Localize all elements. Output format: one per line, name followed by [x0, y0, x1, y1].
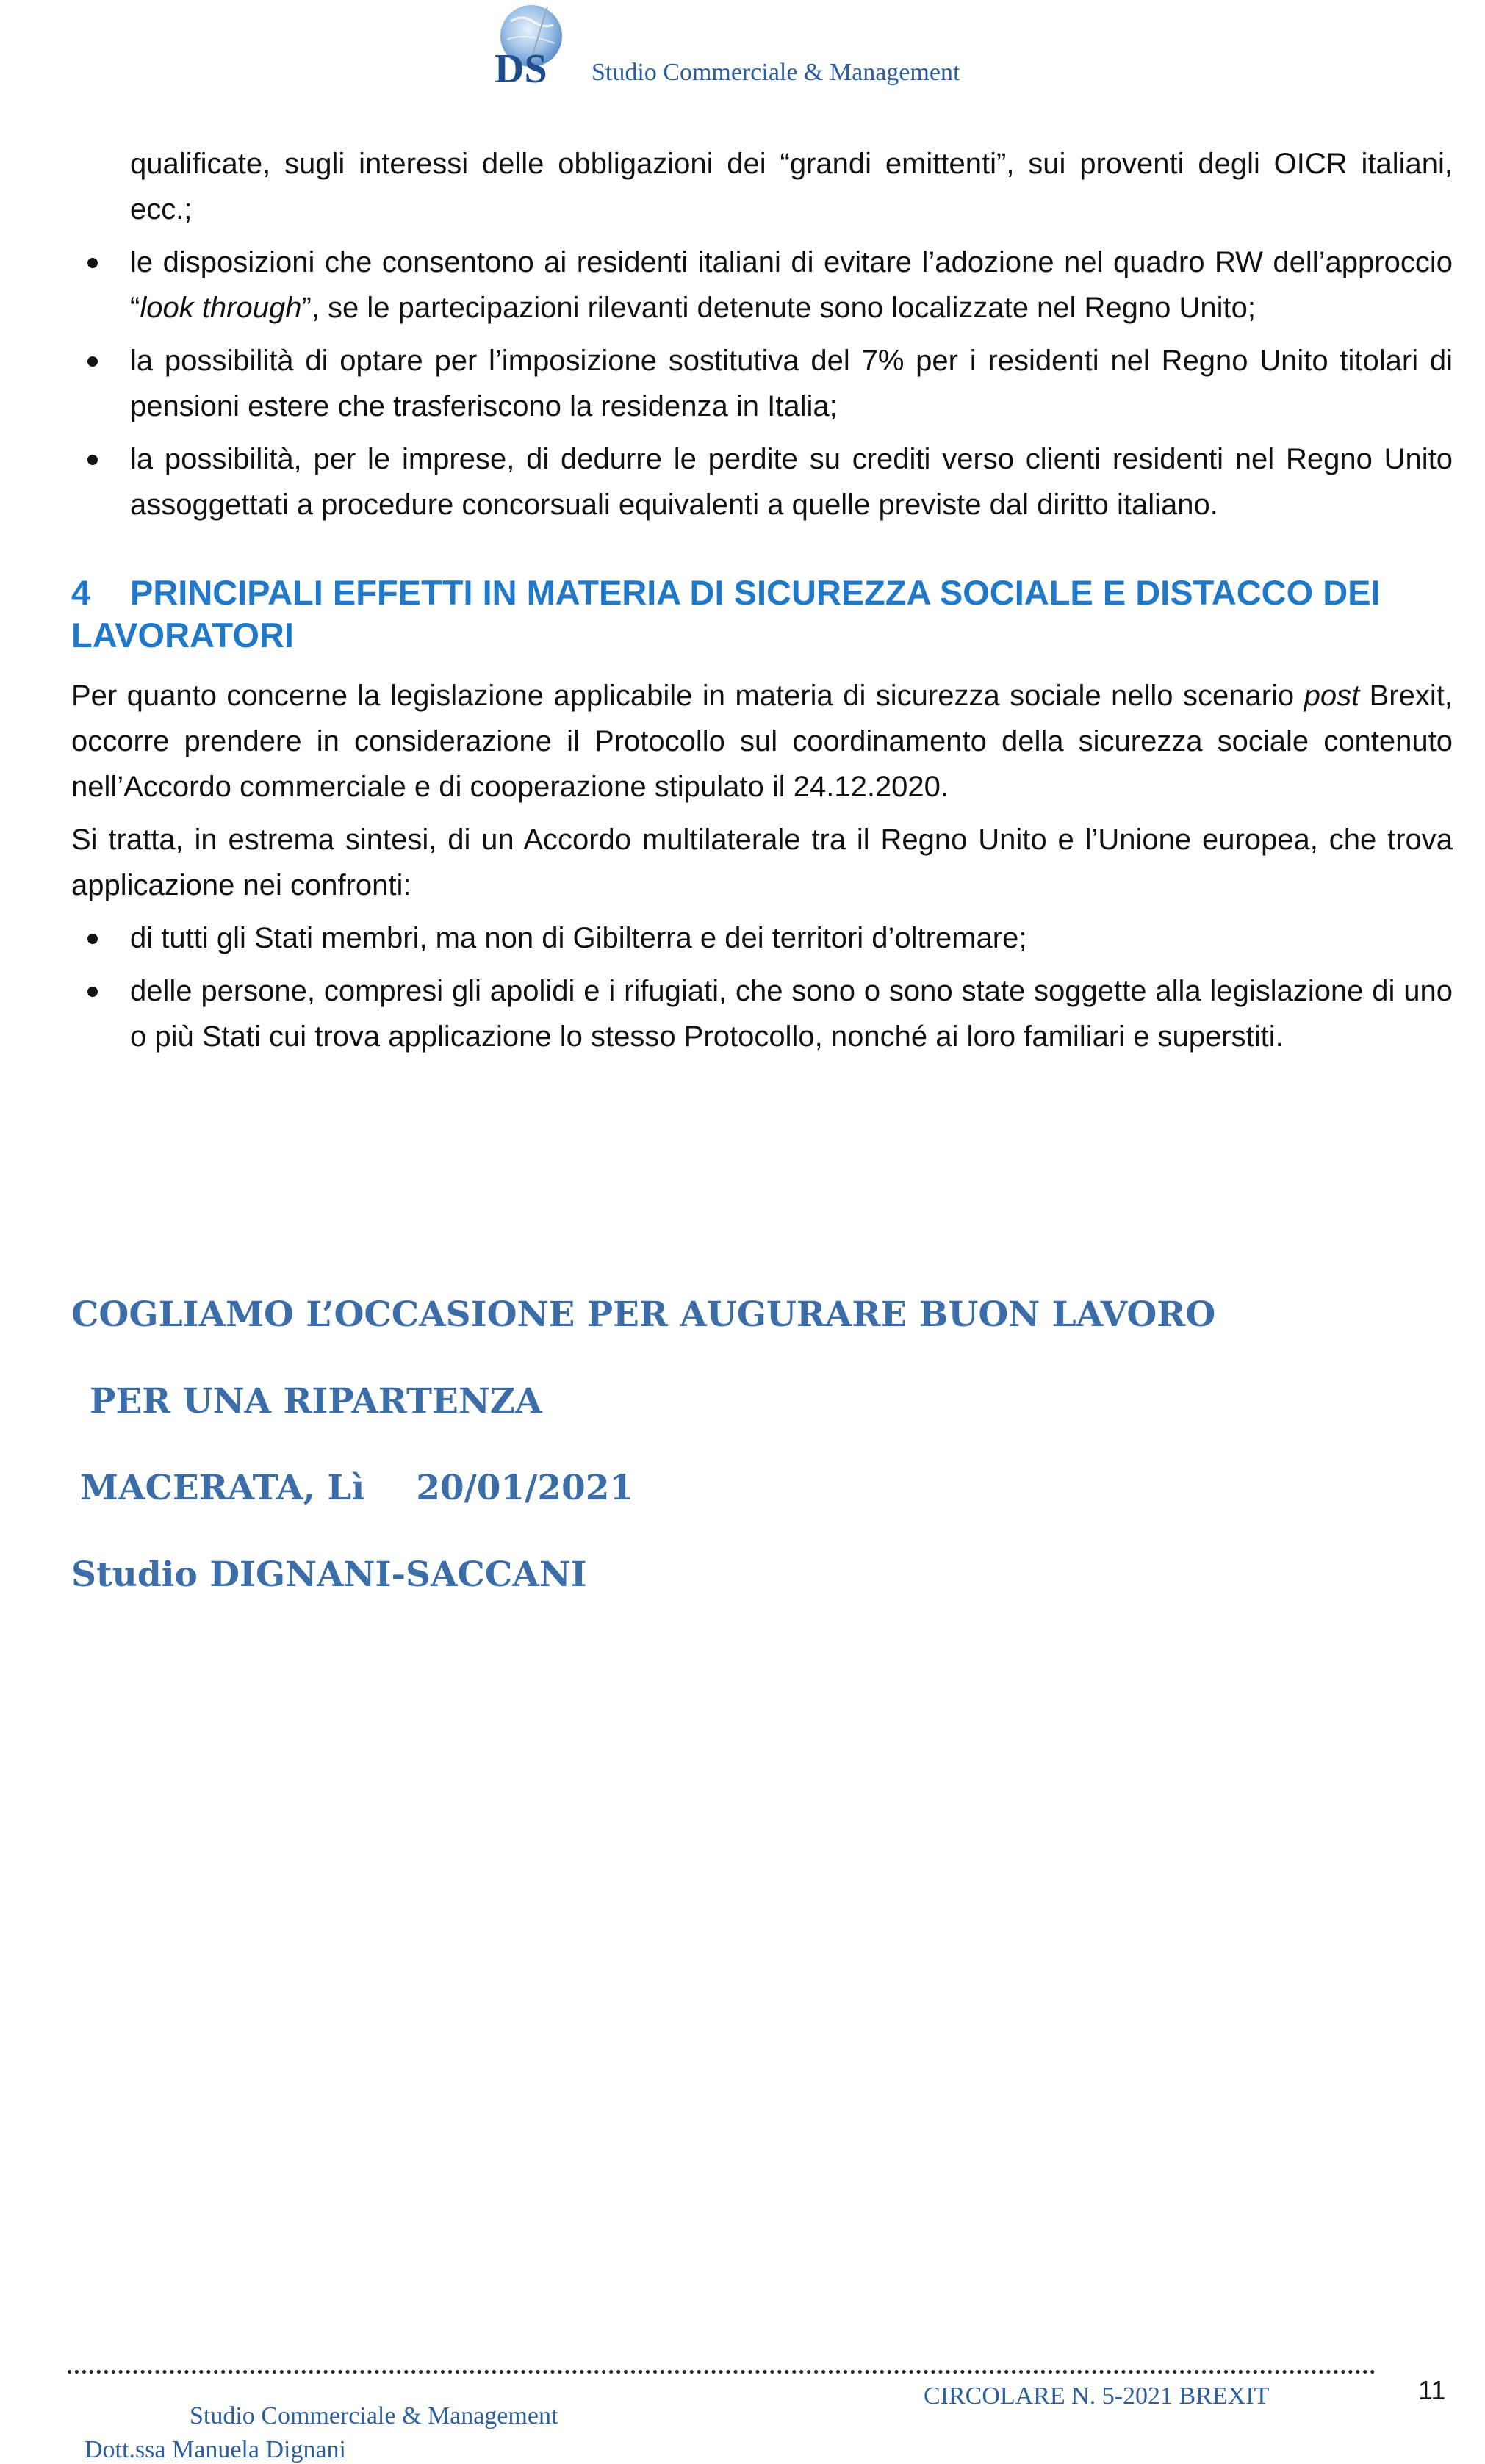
closing-date: 20/01/2021: [416, 1468, 634, 1508]
list-item-text: la possibilità, per le imprese, di dedurre le perdite su crediti verso clienti residenti nel Regno Unito assoggettati a procedure concorsuali equivalenti a quelle previste dal diritto italiano.: [130, 443, 1453, 521]
svg-text:DS: DS: [495, 46, 547, 87]
list-item: [71, 436, 1453, 527]
closing-subline: PER UNA RIPARTENZA: [90, 1381, 542, 1422]
footer-firm-name: Studio Commerciale & Management: [190, 2402, 558, 2429]
section-heading: [71, 572, 1453, 657]
footer-divider: [68, 2370, 1376, 2374]
section-title-text: PRINCIPALI EFFETTI IN MATERIA DI SICUREZZA SOCIALE E DISTACCO DEI LAVORATORI: [71, 573, 1381, 655]
closing-place: MACERATA, Lì: [80, 1468, 365, 1508]
header-firm-name: Studio Commerciale & Management: [592, 59, 960, 86]
section-number: 4: [71, 573, 91, 612]
page-header: [0, 0, 1485, 103]
list-item: [71, 968, 1453, 1059]
intro-continuation: qualificate, sugli interessi delle obbligazioni dei “grandi emittenti”, sui proventi degli OICR italiani, ecc.;: [130, 148, 1453, 226]
closing-place-date: [80, 1468, 633, 1508]
paragraph-text: Brexit, occorre prendere in considerazione il Protocollo sul coordinamento della sicurezza sociale contenuto nell’Accordo commerciale e di cooperazione stipulato il 24.12.2020.: [71, 680, 1453, 803]
section-paragraph: Si tratta, in estrema sintesi, di un Accordo multilaterale tra il Regno Unito e l’Unione europea, che trova applicazione nei confronti:: [71, 824, 1453, 901]
list-item: [71, 338, 1453, 429]
bullet-icon: [87, 987, 98, 997]
bullet-icon: [87, 258, 98, 268]
list-item-text: delle persone, compresi gli apolidi e i rifugiati, che sono o sono state soggette alla legislazione di uno o più Stati cui trova applicazione lo stesso Protocollo, nonché ai loro familiari e superstiti.: [130, 975, 1453, 1053]
section-paragraph: [71, 673, 1453, 810]
closing-signature: Studio DIGNANI-SACCANI: [71, 1555, 587, 1595]
closing-greeting: COGLIAMO L’OCCASIONE PER AUGURARE BUON LAVORO: [71, 1294, 1216, 1335]
bullet-icon: [87, 455, 98, 465]
list-item-text: la possibilità di optare per l’imposizione sostitutiva del 7% per i residenti nel Regno Unito titolari di pensioni estere che trasferiscono la residenza in Italia;: [130, 345, 1453, 422]
paragraph-text: Per quanto concerne la legislazione applicabile in materia di sicurezza sociale nello scenario: [71, 680, 1304, 712]
bullet-icon: [87, 356, 98, 367]
footer-author-cut: Dott.ssa Manuela Dignani: [85, 2436, 346, 2463]
document-body: [71, 141, 1453, 1067]
tax-provisions-list: [71, 239, 1453, 527]
list-item-text: le disposizioni che consentono ai residenti italiani di evitare l’adozione nel quadro RW dell’approccio “: [130, 246, 1453, 324]
studio-ds-logo: [481, 3, 580, 87]
bullet-icon: [87, 934, 98, 944]
page-number: 11: [1418, 2375, 1446, 2405]
list-item-italic: look through: [140, 292, 302, 324]
footer-circular-label: CIRCOLARE N. 5-2021 BREXIT: [924, 2382, 1270, 2410]
paragraph-italic: post: [1304, 680, 1360, 712]
list-item-text: ”, se le partecipazioni rilevanti detenute sono localizzate nel Regno Unito;: [301, 292, 1256, 324]
list-item: [71, 239, 1453, 331]
list-item: [71, 915, 1453, 961]
list-item-text: di tutti gli Stati membri, ma non di Gibilterra e dei territori d’oltremare;: [130, 922, 1027, 954]
scope-list: [71, 915, 1453, 1059]
